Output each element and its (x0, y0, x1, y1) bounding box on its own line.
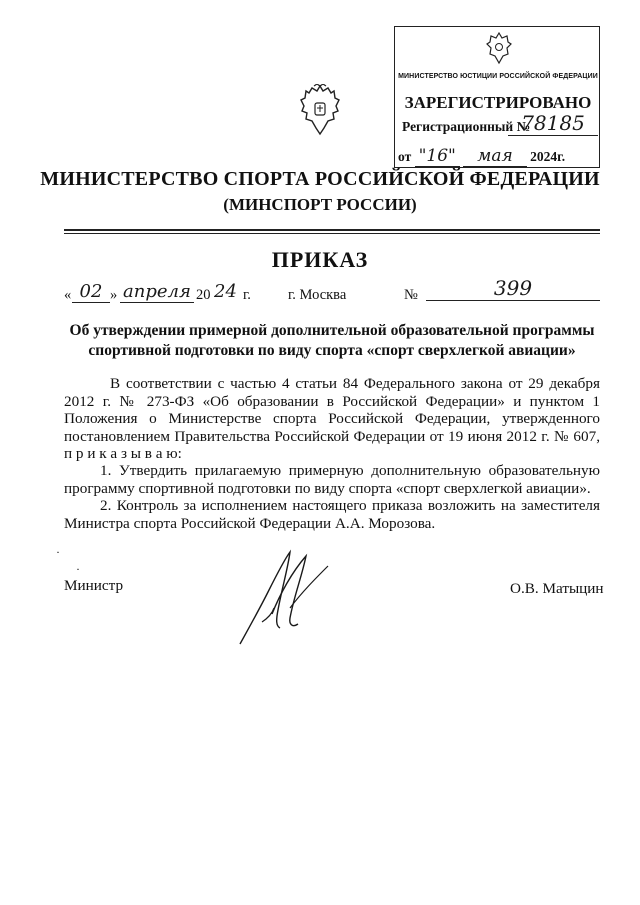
ministry-short-name: (МИНСПОРТ РОССИИ) (223, 195, 417, 214)
order-title: ПРИКАЗ (271, 247, 369, 272)
stamp-date-day: "16" (415, 146, 460, 167)
document-title: Об утверждении примерной дополнительной образовательной программы спортивной подготовки по виду спорта «спорт сверхлегкой авиации» (69, 322, 595, 359)
stamp-date-year: 2024 (530, 149, 558, 164)
signatory-position: Министр (64, 577, 124, 594)
order-year-handwritten: 24 (214, 281, 237, 302)
stamp-registration-label: Регистрационный № (402, 119, 531, 134)
signatory-name: О.В. Матыцин (510, 580, 604, 597)
stamp-emblem-icon (486, 30, 512, 66)
header-rule-thin (64, 233, 600, 234)
order-year-prefix: 20 (196, 287, 211, 303)
stamp-date-prefix: от (398, 149, 412, 164)
stamp-date (398, 146, 565, 166)
date-open-quote: « (64, 287, 72, 303)
header-rule-thick (64, 229, 600, 231)
order-number: 399 (426, 276, 600, 301)
stamp-date-month: мая (463, 146, 527, 167)
stamp-registered-label: ЗАРЕГИСТРИРОВАНО (404, 93, 592, 112)
handwritten-signature (232, 548, 342, 648)
stray-mark: · (56, 545, 60, 559)
paragraph-item-1: 1. Утвердить прилагаемую примерную дополнительную образовательную программу спортивной подготовки по виду спорта «спорт сверхлегкой авиации». (64, 462, 600, 497)
russia-coat-of-arms-icon (300, 84, 340, 136)
date-close-quote: » (110, 287, 118, 303)
stamp-ministry-name: МИНИСТЕРСТВО ЮСТИЦИИ РОССИЙСКОЙ ФЕДЕРАЦИИ (398, 73, 598, 80)
ministry-name: МИНИСТЕРСТВО СПОРТА РОССИЙСКОЙ ФЕДЕРАЦИИ (40, 168, 600, 190)
order-year-suffix: г. (243, 287, 251, 303)
paragraph-preamble: В соответствии с частью 4 статьи 84 Федерального закона от 29 декабря 2012 г. № 273-ФЗ «Об образовании в Российской Федерации» и пунктом 1 Положения о Министерстве спорта Российской Федерации, утвержденного постановлением Правительства Российской Федерации от 19 июня 2012 г. № 607, п р и к а з ы в а ю: (64, 375, 600, 463)
stamp-registration-number: 78185 (508, 111, 598, 136)
order-number-label: № (404, 287, 418, 303)
order-city: г. Москва (288, 287, 347, 303)
paragraph-item-2: 2. Контроль за исполнением настоящего приказа возложить на заместителя Министра спорта Российской Федерации А.А. Морозова. (64, 497, 600, 532)
stamp-date-suffix: г. (557, 149, 566, 164)
stray-mark: · (76, 562, 80, 576)
order-date-day: 02 (72, 281, 110, 303)
order-date-month: апреля (120, 281, 194, 303)
